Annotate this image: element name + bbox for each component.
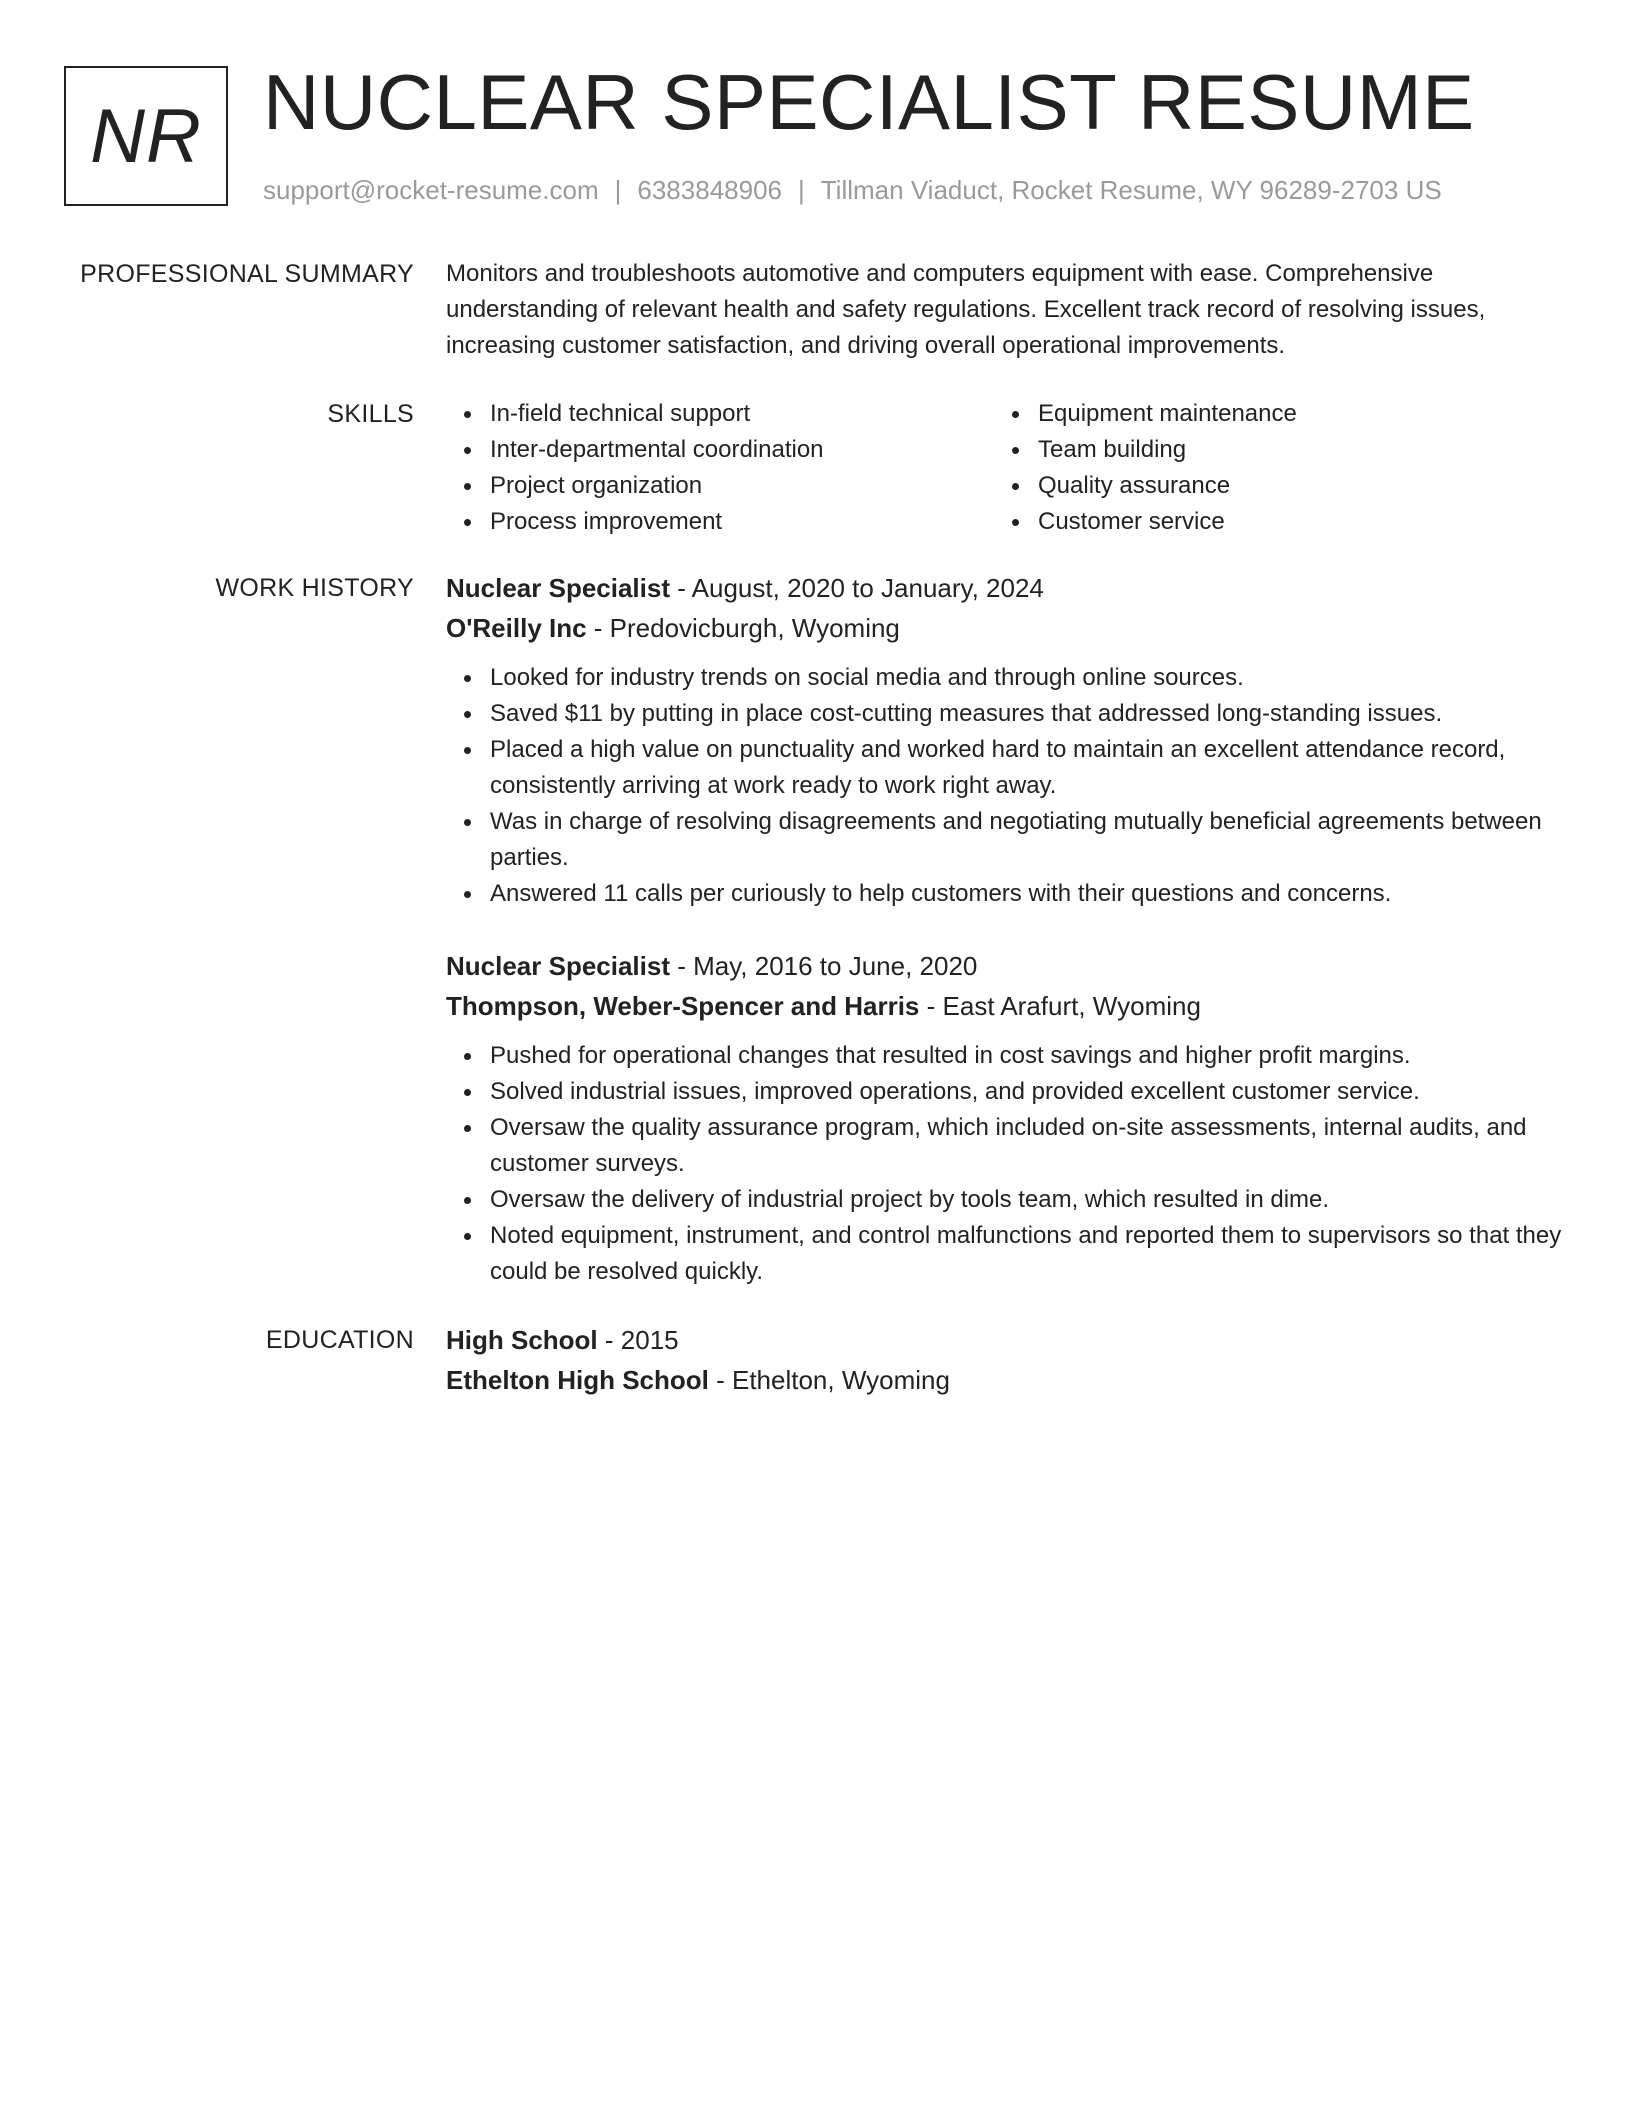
education-school: Ethelton High School (446, 1365, 709, 1395)
education-year: - 2015 (597, 1325, 679, 1355)
education-degree-line (446, 1320, 1566, 1360)
job-dates: - August, 2020 to January, 2024 (670, 573, 1044, 603)
skill-item: Equipment maintenance (1038, 396, 1542, 432)
education-degree: High School (446, 1325, 598, 1355)
job-company-line (446, 608, 1566, 648)
job-location: - Predovicburgh, Wyoming (586, 613, 900, 643)
summary-body (446, 256, 1566, 364)
section-label-summary: PROFESSIONAL SUMMARY (80, 260, 414, 288)
contact-line (263, 172, 1442, 208)
job-company: O'Reilly Inc (446, 613, 587, 643)
job-bullet: Pushed for operational changes that resulted in cost savings and higher profit margins. (490, 1038, 1566, 1074)
contact-address: Tillman Viaduct, Rocket Resume, WY 96289-2703 US (820, 175, 1442, 205)
skill-item: Customer service (1038, 504, 1542, 540)
job-company-line (446, 986, 1566, 1026)
job-title: Nuclear Specialist (446, 573, 670, 603)
skill-item: In-field technical support (490, 396, 994, 432)
skill-item: Inter-departmental coordination (490, 432, 994, 468)
section-label-work-history: WORK HISTORY (215, 574, 414, 602)
skill-item: Process improvement (490, 504, 994, 540)
skill-item: Quality assurance (1038, 468, 1542, 504)
job-bullet: Answered 11 calls per curiously to help customers with their questions and concerns. (490, 876, 1566, 912)
education-body (446, 1320, 1566, 1400)
job-bullet-list (446, 660, 1566, 912)
job-title-line (446, 568, 1566, 608)
skills-body (446, 396, 1566, 540)
job-entry (446, 568, 1566, 912)
job-bullet: Oversaw the delivery of industrial project by tools team, which resulted in dime. (490, 1182, 1566, 1218)
resume-title: NUCLEAR SPECIALIST RESUME (263, 58, 1475, 146)
job-bullet-list (446, 1038, 1566, 1290)
job-bullet: Looked for industry trends on social media and through online sources. (490, 660, 1566, 696)
work-history-body (446, 568, 1566, 1290)
skill-item: Project organization (490, 468, 994, 504)
job-bullet: Noted equipment, instrument, and control malfunctions and reported them to supervisors so that they could be resolved quickly. (490, 1218, 1566, 1290)
section-label-skills: SKILLS (327, 400, 414, 428)
contact-email: support@rocket-resume.com (263, 175, 599, 205)
job-company: Thompson, Weber-Spencer and Harris (446, 991, 920, 1021)
skill-item: Team building (1038, 432, 1542, 468)
job-title-line (446, 946, 1566, 986)
skills-column-left (446, 396, 994, 540)
contact-phone: 6383848906 (637, 175, 782, 205)
job-dates: - May, 2016 to June, 2020 (670, 951, 978, 981)
job-bullet: Solved industrial issues, improved operations, and provided excellent customer service. (490, 1074, 1566, 1110)
job-bullet: Was in charge of resolving disagreements and negotiating mutually beneficial agreements between parties. (490, 804, 1566, 876)
skills-column-right (994, 396, 1542, 540)
job-bullet: Oversaw the quality assurance program, which included on-site assessments, internal audits, and customer surveys. (490, 1110, 1566, 1182)
job-title: Nuclear Specialist (446, 951, 670, 981)
education-school-line (446, 1360, 1566, 1400)
job-bullet: Placed a high value on punctuality and worked hard to maintain an excellent attendance record, consistently arriving at work ready to work right away. (490, 732, 1566, 804)
education-location: - Ethelton, Wyoming (708, 1365, 950, 1395)
contact-separator: | (798, 175, 805, 205)
summary-text: Monitors and troubleshoots automotive and computers equipment with ease. Comprehensive understanding of relevant health and safety regulations. Excellent track record of resolving issues, increasing customer satisfaction, and driving overall operational improvements. (446, 260, 1486, 359)
contact-separator: | (614, 175, 622, 205)
section-label-education: EDUCATION (265, 1326, 414, 1354)
job-bullet: Saved $11 by putting in place cost-cutting measures that addressed long-standing issues. (490, 696, 1566, 732)
monogram-badge: NR (64, 66, 228, 206)
job-location: - East Arafurt, Wyoming (919, 991, 1201, 1021)
skills-grid (446, 396, 1566, 540)
job-entry (446, 946, 1566, 1290)
